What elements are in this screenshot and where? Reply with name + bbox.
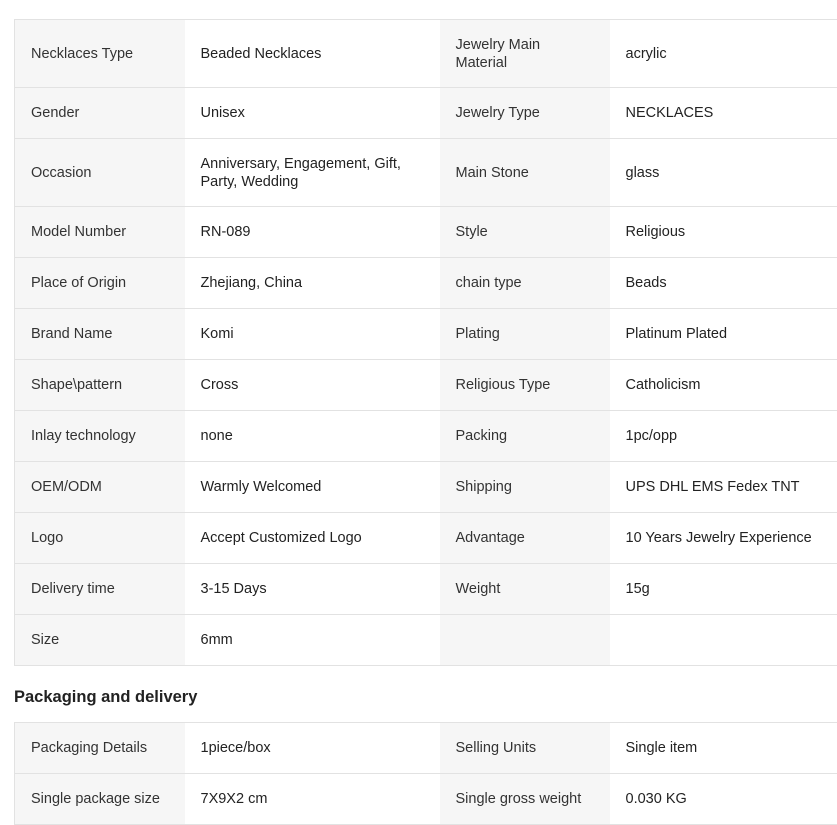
attribute-name: Logo (15, 513, 185, 564)
attribute-name: Weight (440, 564, 610, 615)
attribute-name: Single gross weight (440, 774, 610, 825)
attribute-name: Religious Type (440, 360, 610, 411)
attribute-value: Catholicism (610, 360, 837, 411)
packaging-section-title: Packaging and delivery (14, 688, 197, 707)
attribute-name: Jewelry Main Material (440, 20, 610, 88)
attribute-value: glass (610, 139, 837, 207)
attribute-name: Brand Name (15, 309, 185, 360)
attribute-name: Occasion (15, 139, 185, 207)
attribute-name: Shipping (440, 462, 610, 513)
attribute-name: chain type (440, 258, 610, 309)
table-row (15, 513, 837, 564)
attribute-value: none (185, 411, 440, 462)
attribute-name: Plating (440, 309, 610, 360)
table-row (15, 411, 837, 462)
attribute-value: Zhejiang, China (185, 258, 440, 309)
attribute-name: Jewelry Type (440, 88, 610, 139)
attribute-value: 1piece/box (185, 723, 440, 774)
attribute-value: Platinum Plated (610, 309, 837, 360)
attribute-value: Single item (610, 723, 837, 774)
attribute-name: Necklaces Type (15, 20, 185, 88)
attribute-name: OEM/ODM (15, 462, 185, 513)
attribute-name: Selling Units (440, 723, 610, 774)
attribute-value: UPS DHL EMS Fedex TNT (610, 462, 837, 513)
attribute-name: Packing (440, 411, 610, 462)
attribute-value: Anniversary, Engagement, Gift, Party, Wedding (185, 139, 440, 207)
attribute-name: Place of Origin (15, 258, 185, 309)
attribute-name: Advantage (440, 513, 610, 564)
attribute-name: Single package size (15, 774, 185, 825)
table-row (15, 139, 837, 207)
attribute-name: Model Number (15, 207, 185, 258)
attribute-name: Main Stone (440, 139, 610, 207)
attribute-value: Cross (185, 360, 440, 411)
attribute-name: Shape\pattern (15, 360, 185, 411)
attribute-value: Komi (185, 309, 440, 360)
attribute-value: acrylic (610, 20, 837, 88)
table-row (15, 88, 837, 139)
packaging-table (14, 722, 837, 825)
attribute-value: Beaded Necklaces (185, 20, 440, 88)
attribute-value: 0.030 KG (610, 774, 837, 825)
table-row (15, 774, 837, 825)
table-row (15, 20, 837, 88)
attributes-table (14, 19, 837, 666)
attribute-value: Unisex (185, 88, 440, 139)
attribute-value: Accept Customized Logo (185, 513, 440, 564)
attribute-value: 6mm (185, 615, 440, 666)
attribute-value: NECKLACES (610, 88, 837, 139)
attribute-value: RN-089 (185, 207, 440, 258)
attribute-value: 7X9X2 cm (185, 774, 440, 825)
table-row (15, 723, 837, 774)
empty-cell (440, 615, 610, 666)
table-row (15, 207, 837, 258)
attribute-name: Packaging Details (15, 723, 185, 774)
table-row (15, 360, 837, 411)
attribute-value: 1pc/opp (610, 411, 837, 462)
table-row (15, 462, 837, 513)
attribute-value: Beads (610, 258, 837, 309)
attribute-name: Inlay technology (15, 411, 185, 462)
attribute-value: 3-15 Days (185, 564, 440, 615)
table-row (15, 258, 837, 309)
attribute-name: Size (15, 615, 185, 666)
table-row (15, 309, 837, 360)
table-row (15, 564, 837, 615)
empty-cell (610, 615, 837, 666)
attribute-value: Religious (610, 207, 837, 258)
attribute-value: 15g (610, 564, 837, 615)
attribute-value: Warmly Welcomed (185, 462, 440, 513)
attribute-name: Delivery time (15, 564, 185, 615)
attribute-value: 10 Years Jewelry Experience (610, 513, 837, 564)
attribute-name: Gender (15, 88, 185, 139)
attribute-name: Style (440, 207, 610, 258)
table-row (15, 615, 837, 666)
